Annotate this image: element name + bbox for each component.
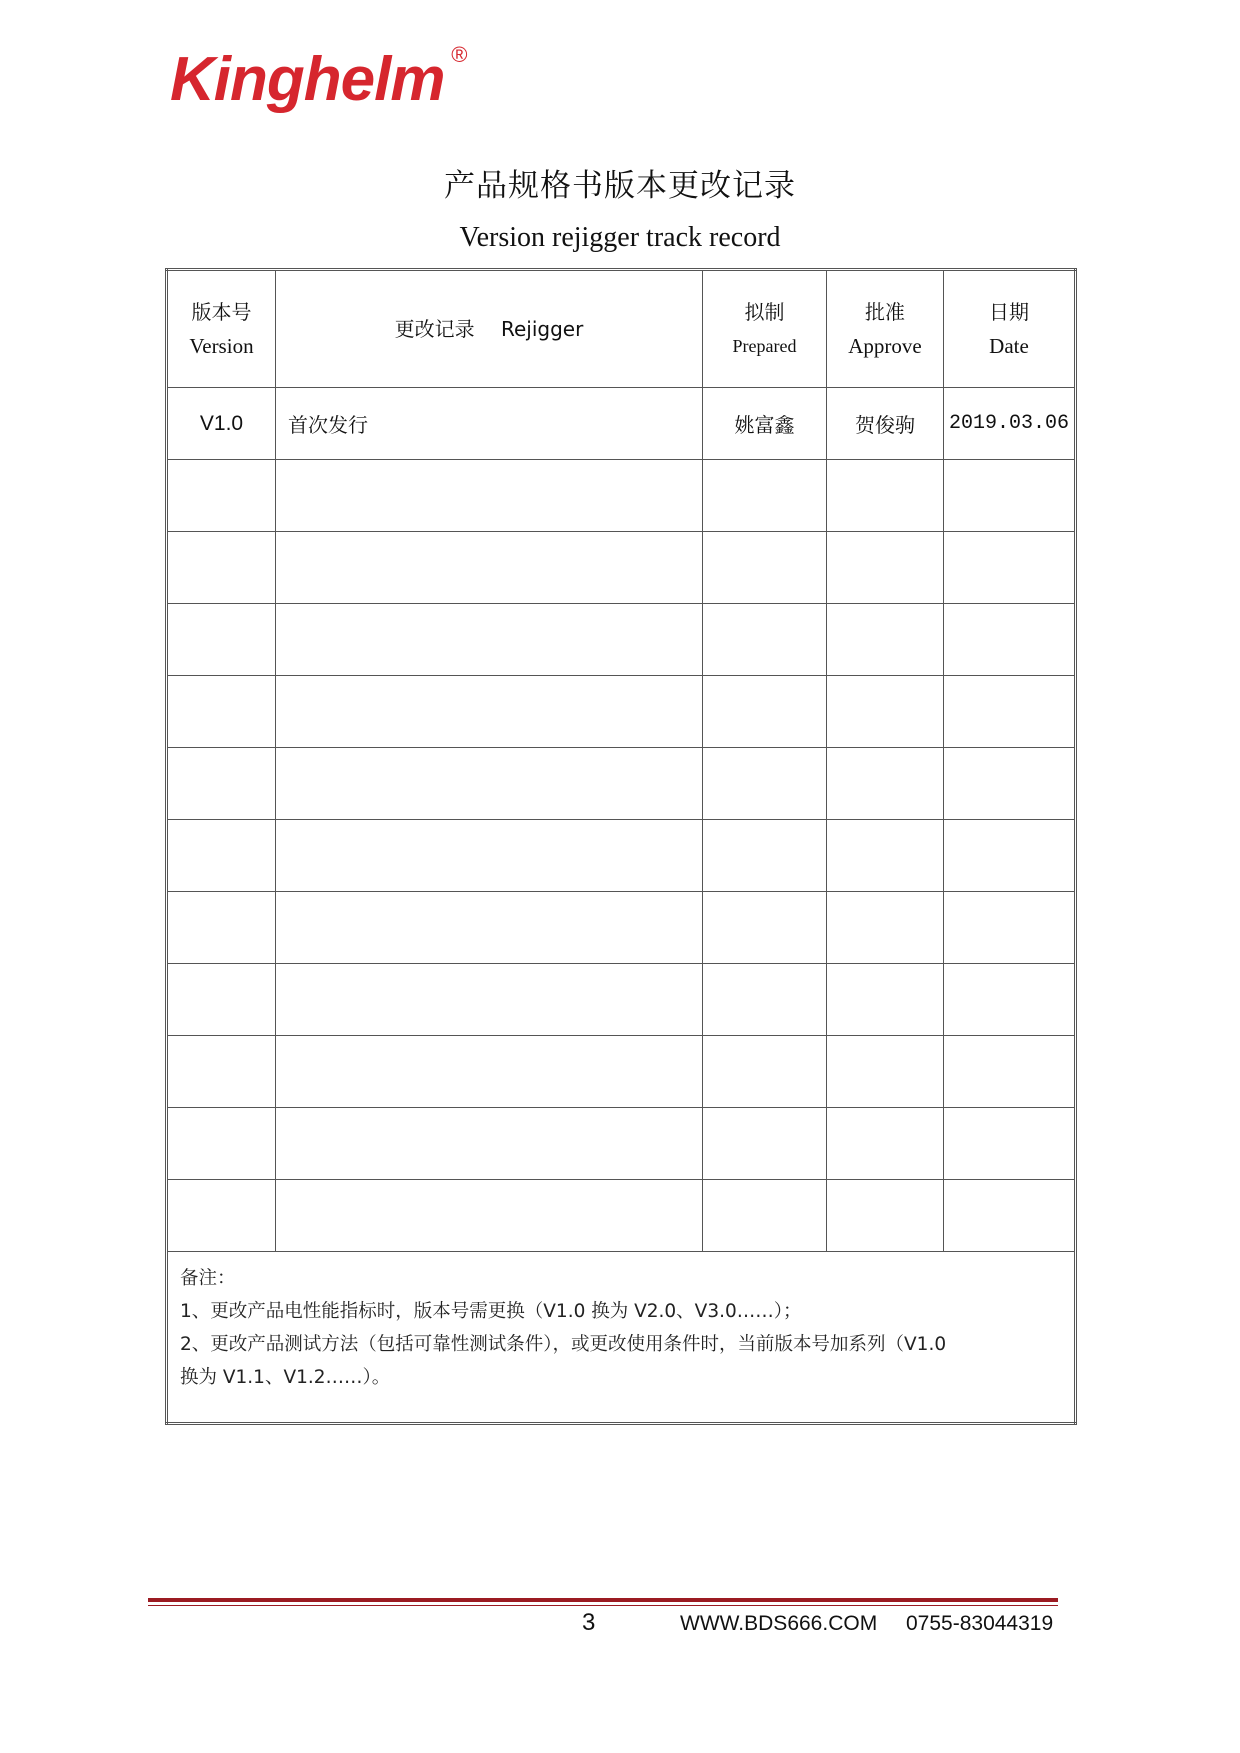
cell-approve [827,532,944,604]
cell-approve [827,1180,944,1252]
header-prepared [703,270,827,388]
footer-website[interactable]: WWW.BDS666.COM [680,1612,878,1635]
cell-approve [827,1108,944,1180]
cell-change: 首次发行 [276,388,703,460]
table-header-row [167,270,1076,388]
cell-approve [827,1036,944,1108]
cell-prepared [703,964,827,1036]
cell-version [167,532,276,604]
cell-prepared [703,1036,827,1108]
table-row [167,532,1076,604]
cell-version [167,820,276,892]
cell-change [276,892,703,964]
cell-prepared [703,1108,827,1180]
header-prepared-cn: 拟制 [744,300,785,324]
cell-version [167,460,276,532]
logo-text: Kinghelm [170,45,445,114]
cell-approve [827,748,944,820]
kinghelm-logo [170,40,467,120]
cell-approve [827,820,944,892]
cell-date [944,604,1076,676]
header-date [944,270,1076,388]
cell-prepared [703,676,827,748]
cell-date [944,676,1076,748]
table-row [167,1036,1076,1108]
cell-date: 2019.03.06 [944,388,1076,460]
notes-line-2: 2、更改产品测试方法（包括可靠性测试条件），或更改使用条件时，当前版本号加系列（V1.0 [180,1334,947,1355]
page-number: 3 [582,1609,596,1636]
table-row [167,964,1076,1036]
notes-line-3: 换为 V1.1、V1.2……）。 [180,1367,391,1388]
cell-change [276,1036,703,1108]
cell-prepared [703,460,827,532]
cell-date [944,460,1076,532]
footer-rule-thick [148,1598,1058,1602]
cell-prepared [703,1180,827,1252]
cell-version [167,892,276,964]
header-date-en: Date [989,334,1029,358]
cell-change [276,820,703,892]
cell-date [944,964,1076,1036]
table-row [167,892,1076,964]
cell-approve [827,676,944,748]
cell-approve [827,892,944,964]
cell-prepared [703,820,827,892]
registered-mark-icon: ® [451,42,467,67]
cell-prepared [703,604,827,676]
cell-version [167,604,276,676]
cell-date [944,532,1076,604]
page-title-en: Version rejigger track record [459,222,781,253]
cell-change [276,604,703,676]
table-row [167,1180,1076,1252]
cell-version [167,748,276,820]
cell-date [944,1108,1076,1180]
table-row [167,748,1076,820]
notes-cell [167,1252,1076,1424]
cell-version [167,1036,276,1108]
cell-approve: 贺俊驹 [827,388,944,460]
table-row [167,388,1076,460]
header-date-cn: 日期 [989,300,1029,324]
table-row [167,676,1076,748]
cell-prepared [703,892,827,964]
cell-change [276,1180,703,1252]
cell-date [944,820,1076,892]
table-row [167,820,1076,892]
cell-version [167,1180,276,1252]
version-record-table [165,268,1077,1425]
notes-line-1: 1、更改产品电性能指标时，版本号需更换（V1.0 换为 V2.0、V3.0……）； [180,1301,802,1322]
header-change [276,270,703,388]
cell-version: V1.0 [167,388,276,460]
cell-date [944,1180,1076,1252]
page-title-cn: 产品规格书版本更改记录 [444,168,796,204]
notes-row [167,1252,1076,1424]
cell-approve [827,964,944,1036]
table-row [167,460,1076,532]
cell-approve [827,460,944,532]
cell-date [944,1036,1076,1108]
cell-prepared [703,748,827,820]
cell-change [276,1108,703,1180]
table-row [167,604,1076,676]
header-version [167,270,276,388]
header-prepared-en: Prepared [732,336,797,356]
cell-version [167,964,276,1036]
footer-rule-thin [148,1605,1058,1606]
cell-date [944,748,1076,820]
cell-change [276,964,703,1036]
cell-version [167,1108,276,1180]
header-version-en: Version [189,334,254,358]
cell-date [944,892,1076,964]
cell-prepared [703,532,827,604]
cell-change [276,532,703,604]
header-approve-en: Approve [848,334,922,358]
notes-heading: 备注： [180,1268,236,1289]
footer-phone: 0755-83044319 [906,1612,1054,1635]
header-approve-cn: 批准 [865,300,905,324]
header-change-label: 更改记录 Rejigger [394,317,584,341]
cell-prepared: 姚富鑫 [703,388,827,460]
cell-version [167,676,276,748]
cell-approve [827,604,944,676]
cell-change [276,460,703,532]
table-row [167,1108,1076,1180]
cell-change [276,748,703,820]
header-version-cn: 版本号 [191,300,252,324]
header-approve [827,270,944,388]
cell-change [276,676,703,748]
